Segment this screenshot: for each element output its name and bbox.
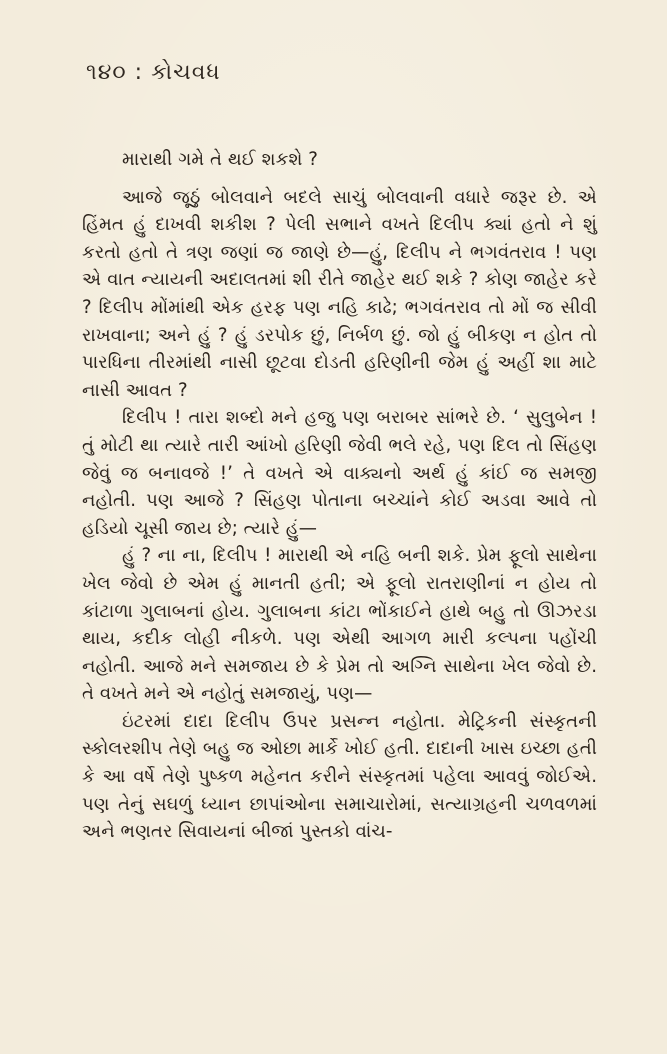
paragraph: ઇંટરમાં દાદા દિલીપ ઉપર પ્રસન્ન નહોતા. મેટ્રિકની સંસ્કૃતની સ્કોલરશીપ તેણે બહુ જ ઓછા માર્કે ખોઈ હતી. દાદાની ખાસ ઇચ્છા હતી કે આ વર્ષે તેણે પુષ્કળ મહેનત કરીને સંસ્કૃતમાં પહેલા આવવું જોઈએ. પણ તેનું સઘળું ધ્યાન છાપાંઓના સમાચારોમાં, સત્યાગ્રહની ચળવળમાં અને ભણતર સિવાયનાં બીજાં પુસ્તકો વાંચ- xyxy=(82,710,597,843)
body-text xyxy=(82,146,597,846)
paragraph: દિલીપ ! તારા શબ્દો મને હજુ પણ બરાબર સાંભરે છે. ‘ સુલુબેન ! તું મોટી થા ત્યારે તારી આંખો હરિણી જેવી ભલે રહે, પણ દિલ તો સિંહણ જેવું જ બનાવજે !’ તે વખતે એ વાક્યનો અર્થ હું કાંઈ જ સમજી નહોતી. પણ આજે ? સિંહણ પોતાના બચ્ચાંને કોઈ અડવા આવે તો હડિયો ચૂસી જાય છે; ત્યારે હું— xyxy=(82,407,597,539)
page-header: ૧૪૦ : કોચવધ xyxy=(86,60,221,85)
paragraph: આજે જૂઠું બોલવાને બદલે સાચું બોલવાની વધારે જરૂર છે. એ હિંમત હું દાખવી શકીશ ? પેલી સભાને વખતે દિલીપ ક્યાં હતો ને શું કરતો હતો તે ત્રણ જણાં જ જાણે છે—હું, દિલીપ ને ભગવંતરાવ ! પણ એ વાત ન્યાયની અદાલતમાં શી રીતે જાહેર થઈ શકે ? કોણ જાહેર કરે ? દિલીપ મોંમાંથી એક હરફ પણ નહિ કાઢે; ભગવંતરાવ તો મોં જ સીવી રાખવાના; અને હું ? હું ડરપોક છું, નિર્બળ છું. જો હું બીકણ ન હોત તો પારધિના તીરમાંથી નાસી છૂટવા દોડતી હરિણીની જેમ હું અહીં શા માટે નાસી આવત ? xyxy=(82,186,597,401)
paragraph: મારાથી ગમે તે થઈ શકશે ? xyxy=(122,149,318,170)
paragraph: હું ? ના ના, દિલીપ ! મારાથી એ નહિ બની શકે. પ્રેમ ફૂલો સાથેના ખેલ જેવો છે એમ હું માનતી હતી; એ ફૂલો રાતરાણીનાં ન હોય તો કાંટાળા ગુલાબનાં હોય. ગુલાબના કાંટા ભોંકાઈને હાથે બહુ તો ઊઝરડા થાય, કદીક લોહી નીકળે. પણ એથી આગળ મારી કલ્પના પહોંચી નહોતી. આજે મને સમજાય છે કે પ્રેમ તો અગ્નિ સાથેના ખેલ જેવો છે. તે વખતે મને એ નહોતું સમજાયું, પણ— xyxy=(82,545,597,705)
